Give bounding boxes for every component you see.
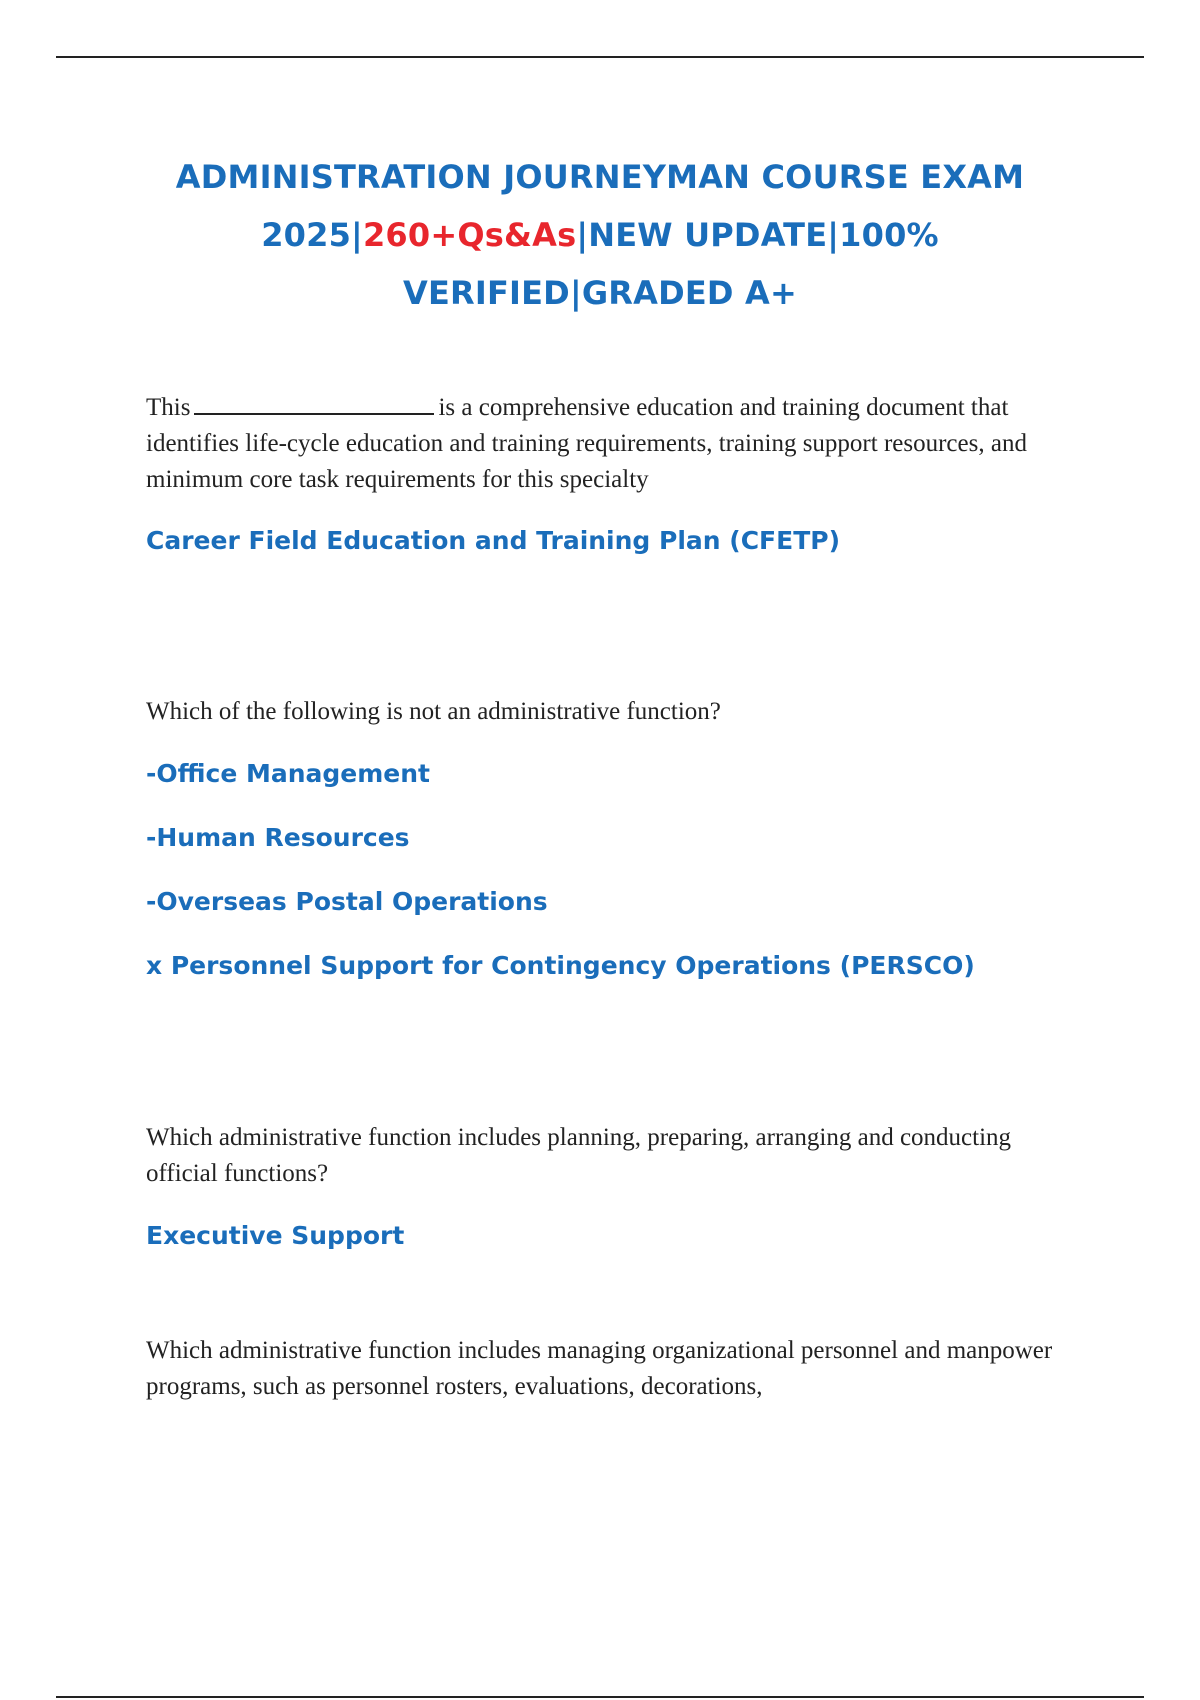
answer-option-3: -Overseas Postal Operations [146, 887, 548, 916]
question-3: Which administrative function includes planning, preparing, arranging and conducting official functions? [146, 1124, 1012, 1187]
title-line-1: ADMINISTRATION JOURNEYMAN COURSE EXAM [175, 158, 1025, 196]
title-line-3: VERIFIED|GRADED A+ [402, 274, 798, 312]
question-2: Which of the following is not an administrative function? [146, 698, 721, 725]
answer-option-4-correct: x Personnel Support for Contingency Operations (PERSCO) [146, 951, 975, 980]
question-1-text-after: is a comprehensive education and training document that identifies life-cycle education and training requirements, training support resources, and minimum core task requirements for this specialty [146, 394, 1027, 493]
question-1-text-before: This [146, 394, 191, 421]
title-line-2 [130, 206, 1070, 264]
title-line-2-part-2: |NEW UPDATE|100% [576, 216, 939, 254]
title-line-2-part-1: 2025| [261, 216, 363, 254]
answer-option-2: -Human Resources [146, 823, 410, 852]
question-1 [146, 390, 1066, 498]
document-title [130, 148, 1070, 322]
question-4: Which administrative function includes managing organizational personnel and manpower programs, such as personnel rosters, evaluations, decorations, [146, 1337, 1053, 1400]
answer-blank [194, 391, 434, 415]
answer-1: Career Field Education and Training Plan (CFETP) [146, 526, 841, 555]
footer-rule [56, 1696, 1144, 1698]
answer-option-1: -Office Management [146, 759, 431, 788]
title-line-2-highlight: 260+Qs&As [362, 216, 577, 254]
header-rule [56, 56, 1144, 58]
answer-3: Executive Support [146, 1221, 405, 1250]
